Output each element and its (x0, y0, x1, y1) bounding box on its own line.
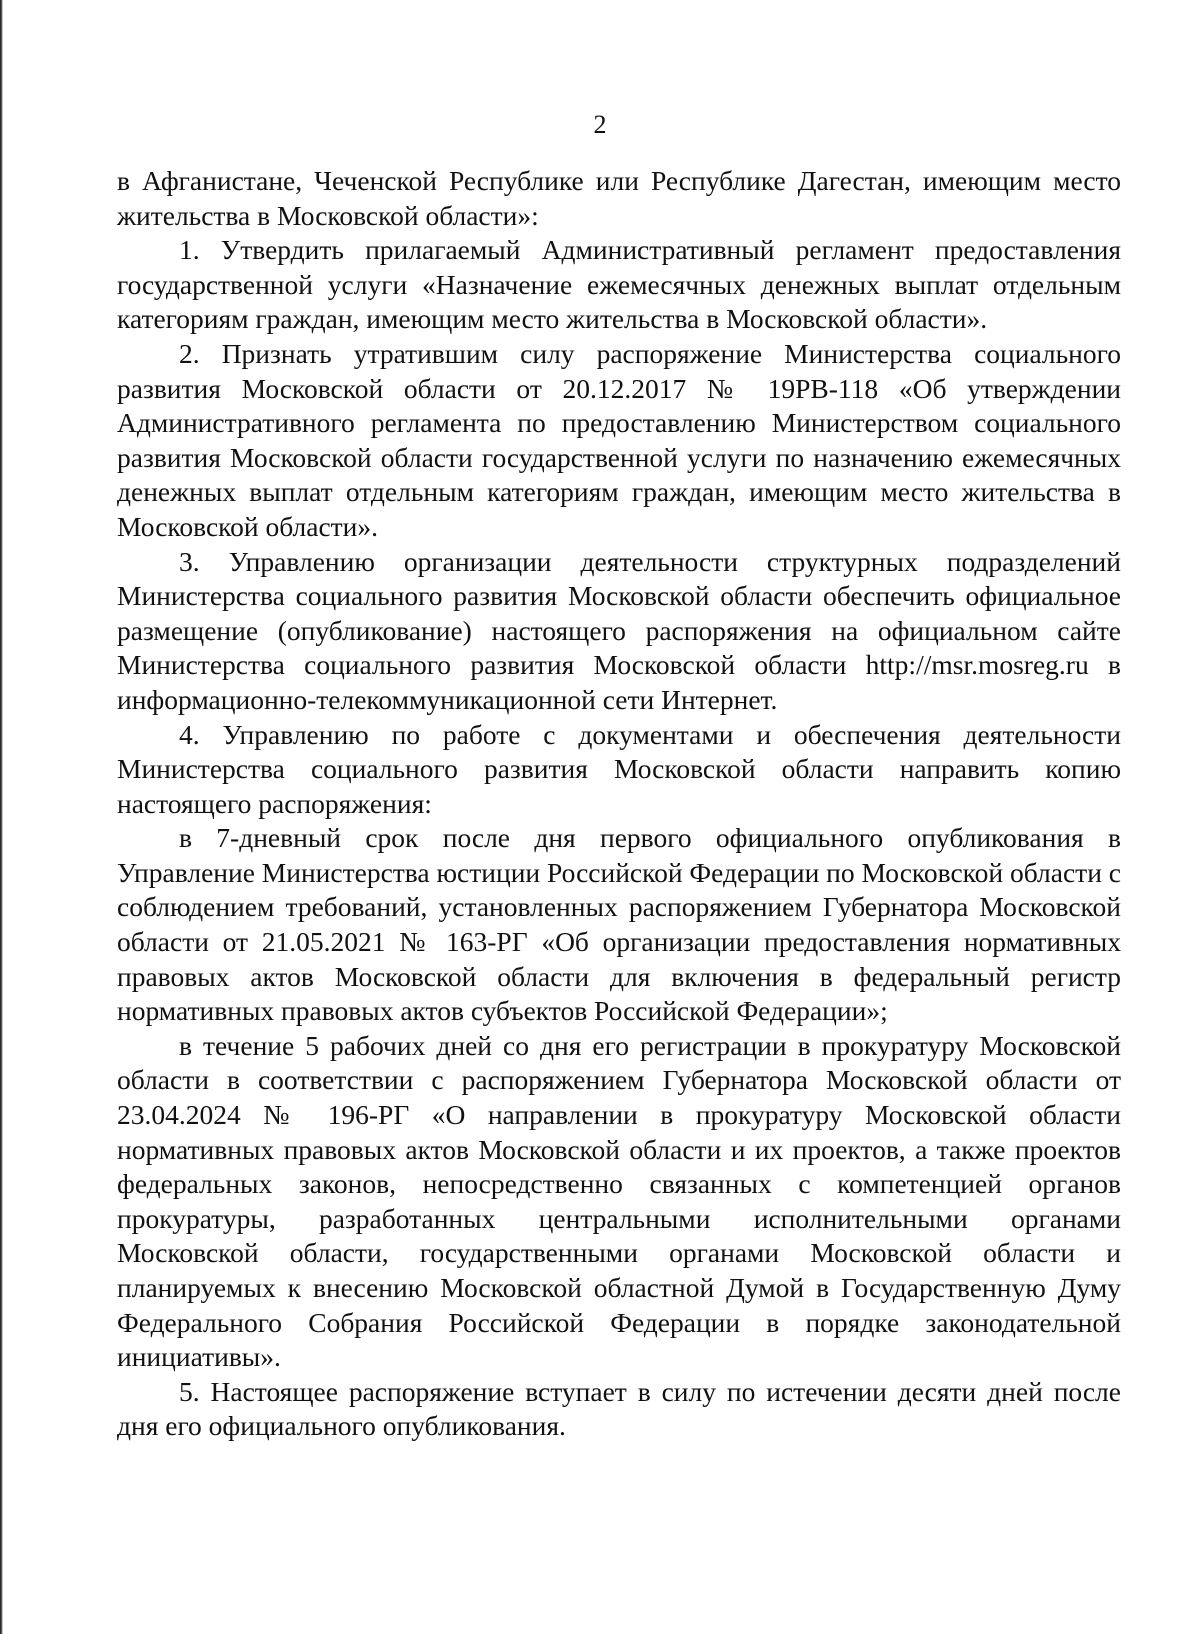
paragraph-item-4: 4. Управлению по работе с документами и обеспечения деятельности Министерства социального развития Московской области направить копию настоящего распоряжения: (117, 718, 1121, 819)
scan-edge (0, 0, 3, 1634)
document-body (117, 164, 1121, 1444)
paragraph-item-5: 5. Настоящее распоряжение вступает в силу по истечении десяти дней после дня его официального опубликования. (117, 1375, 1121, 1442)
paragraph-item-2: 2. Признать утратившим силу распоряжение Министерства социального развития Московской области от 20.12.2017 № 19РВ-118 «Об утверждении Административного регламента по предоставлению Министерством социального развития Московской области государственной услуги по назначению ежемесячных денежных выплат отдельным категориям граждан, имеющим место жительства в Московской области». (117, 337, 1121, 542)
page-number: 2 (593, 110, 607, 139)
paragraph-item-4-sub-1: в 7-дневный срок после дня первого официального опубликования в Управление Министерства юстиции Российской Федерации по Московской области с соблюдением требований, установленных распоряжением Губернатора Московской области от 21.05.2021 № 163-РГ «Об организации предоставления нормативных правовых актов Московской области для включения в федеральный регистр нормативных правовых актов субъектов Российской Федерации»; (117, 822, 1121, 1027)
paragraph-item-1: 1. Утвердить прилагаемый Административный регламент предоставления государственной услуги «Назначение ежемесячных денежных выплат отдельным категориям граждан, имеющим место жительства в Московской области». (117, 234, 1121, 335)
paragraph-item-4-sub-2: в течение 5 рабочих дней со дня его регистрации в прокуратуру Московской области в соответствии с распоряжением Губернатора Московской области от 23.04.2024 № 196-РГ «О направлении в прокуратуру Московской области нормативных правовых актов Московской области и их проектов, а также проектов федеральных законов, непосредственно связанных с компетенцией органов прокуратуры, разработанных центральными исполнительными органами Московской области, государственными органами Московской области и планируемых к внесению Московской областной Думой в Государственную Думу Федерального Собрания Российской Федерации в порядке законодательной инициативы». (117, 1029, 1121, 1373)
paragraph-item-3: 3. Управлению организации деятельности структурных подразделений Министерства социального развития Московской области обеспечить официальное размещение (опубликование) настоящего распоряжения на официальном сайте Министерства социального развития Московской области http://msr.mosreg.ru в информационно-телекоммуникационной сети Интернет. (117, 545, 1121, 715)
paragraph-continuation: в Афганистане, Чеченской Республике или Республике Дагестан, имеющим место жительства в Московской области»: (117, 165, 1121, 231)
